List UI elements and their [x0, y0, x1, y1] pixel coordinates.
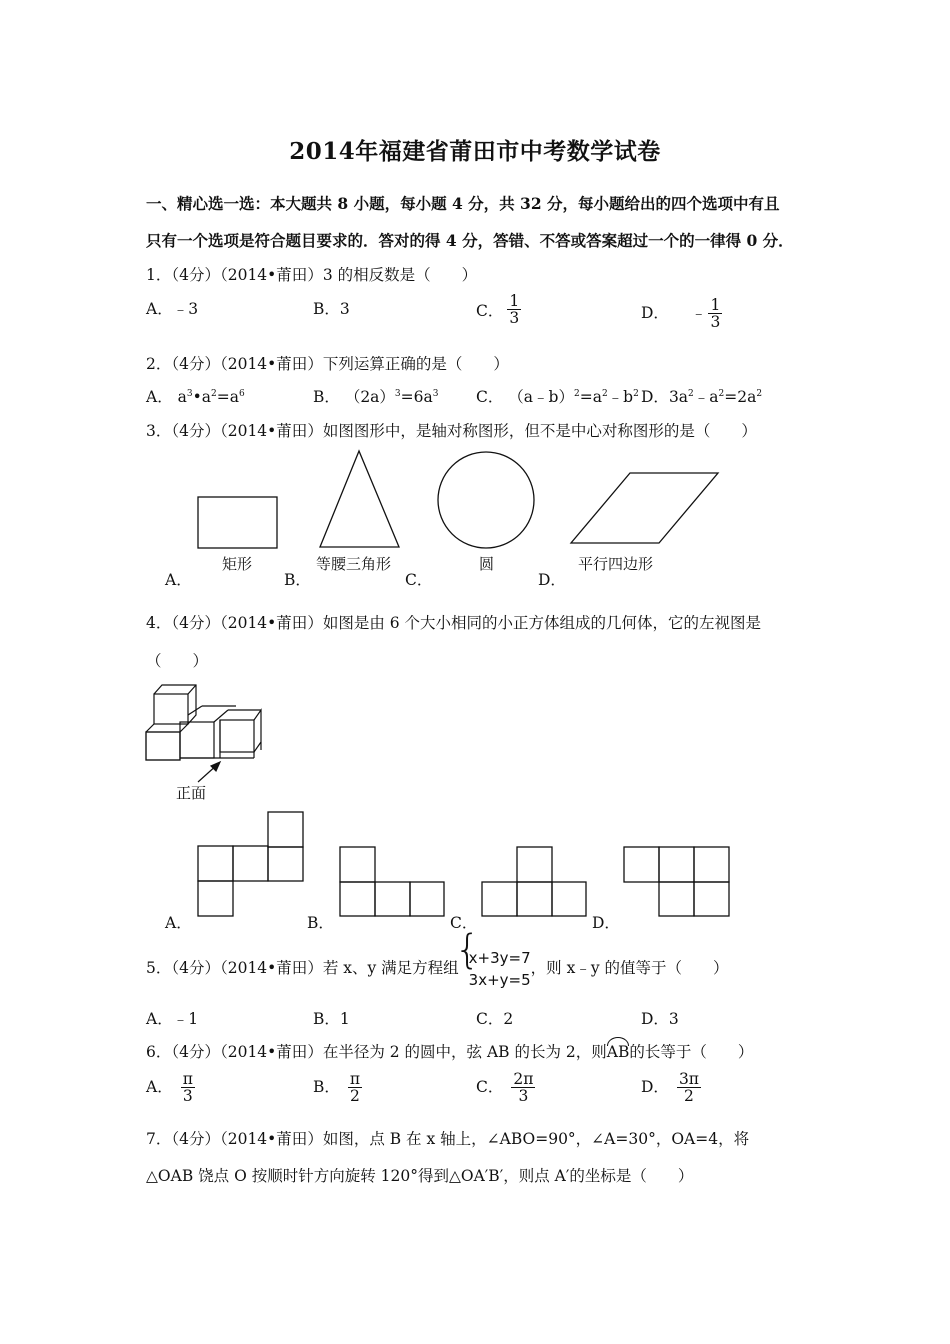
q3-option-d: D． [538, 571, 566, 589]
question-3-stem: 3．（4分）（2014•莆田）如图图形中，是轴对称图形，但不是中心对称图形的是（ ） [146, 422, 757, 440]
question-1-stem: 1．（4分）（2014•莆田）3 的相反数是（ ） [146, 266, 478, 284]
q3-label-rectangle: 矩形 [222, 555, 253, 573]
q6-option-d: D． $\frac{3\pi}{2}$ [641, 1070, 699, 1106]
q4-cube-solid-figure [140, 678, 280, 783]
q5-option-a: A．﹣1 [146, 1010, 199, 1028]
q3-label-circle: 圆 [479, 555, 495, 573]
question-7-line2: △OAB 饶点 O 按顺时针方向旋转 120°得到△OA′B′，则点 A′的坐标是（ ） [146, 1167, 694, 1185]
q5-option-d: D．3 [641, 1010, 679, 1028]
q4-view-options-figure [190, 808, 750, 920]
q5-option-b: B．1 [313, 1010, 350, 1028]
question-4-stem-paren: （ ） [146, 652, 209, 670]
q4-option-b: B． [307, 914, 334, 932]
isosceles-triangle-shape [320, 451, 399, 547]
q2-option-b: B． $(2a)^3=6a^3$ [313, 388, 439, 406]
page-title: 2014年福建省莆田市中考数学试卷 [289, 138, 661, 165]
q2-option-d: D．$3a^2﹣a^2=2a^2$ [641, 388, 763, 406]
equation-system: { x+3y=7 3x+y=5 [459, 947, 531, 991]
question-4-stem: 4．（4分）（2014•莆田）如图是由 6 个大小相同的小正方体组成的几何体，它的左视图是 [146, 614, 762, 632]
question-6-stem: 6．（4分）（2014•莆田）在半径为 2 的圆中，弦 AB 的长为 2，则AB的长等于（ ） [146, 1043, 754, 1061]
q3-option-a: A． [165, 571, 192, 589]
q3-label-triangle: 等腰三角形 [316, 555, 392, 573]
q4-front-label: 正面 [176, 784, 207, 802]
q6-option-a: A． $\frac{\pi}{3}$ [146, 1070, 193, 1106]
q6-option-b: B． $\frac{\pi}{2}$ [313, 1070, 361, 1106]
q6-option-c: C． $\frac{2\pi}{3}$ [476, 1070, 534, 1106]
q1-option-d: D． ﹣ $\frac{1}{3}$ [641, 296, 721, 332]
q3-option-b: B． [284, 571, 311, 589]
q4-option-a: A． [165, 914, 192, 932]
section-instructions-line1: 一、精心选一选：本大题共 8 小题，每小题 4 分，共 32 分，每小题给出的四个选项中有且 [146, 194, 780, 213]
q2-option-c: C． $(a﹣b)^2=a^2﹣b^2$ [476, 388, 639, 406]
q1-option-a: A．﹣3 [146, 300, 199, 318]
q4-option-d: D． [592, 914, 620, 932]
q1-option-c: C． $\frac{1}{3}$ [476, 292, 520, 328]
q2-option-a: A． $a^3•a^2=a^6$ [146, 388, 245, 406]
parallelogram-shape [571, 473, 718, 543]
q3-option-c: C． [405, 571, 433, 589]
section-instructions-line2: 只有一个选项是符合题目要求的．答对的得 4 分，答错、不答或答案超过一个的一律得 0 分． [146, 231, 794, 250]
arc-ab-symbol: AB [606, 1043, 630, 1061]
rectangle-shape [198, 497, 277, 548]
question-5-stem: 5．（4分）（2014•莆田）若 x、y 满足方程组 { x+3y=7 3x+y=5 ，则 x﹣y 的值等于（ ） [146, 947, 729, 991]
question-2-stem: 2．（4分）（2014•莆田）下列运算正确的是（ ） [146, 355, 509, 373]
circle-shape [438, 452, 534, 548]
question-7-line1: 7．（4分）（2014•莆田）如图，点 B 在 x 轴上，∠ABO=90°，∠A=30°，OA=4，将 [146, 1130, 750, 1148]
q4-option-c: C． [450, 914, 478, 932]
q3-label-parallelogram: 平行四边形 [578, 555, 654, 573]
q5-option-c: C．2 [476, 1010, 514, 1028]
q1-option-b: B．3 [313, 300, 350, 318]
